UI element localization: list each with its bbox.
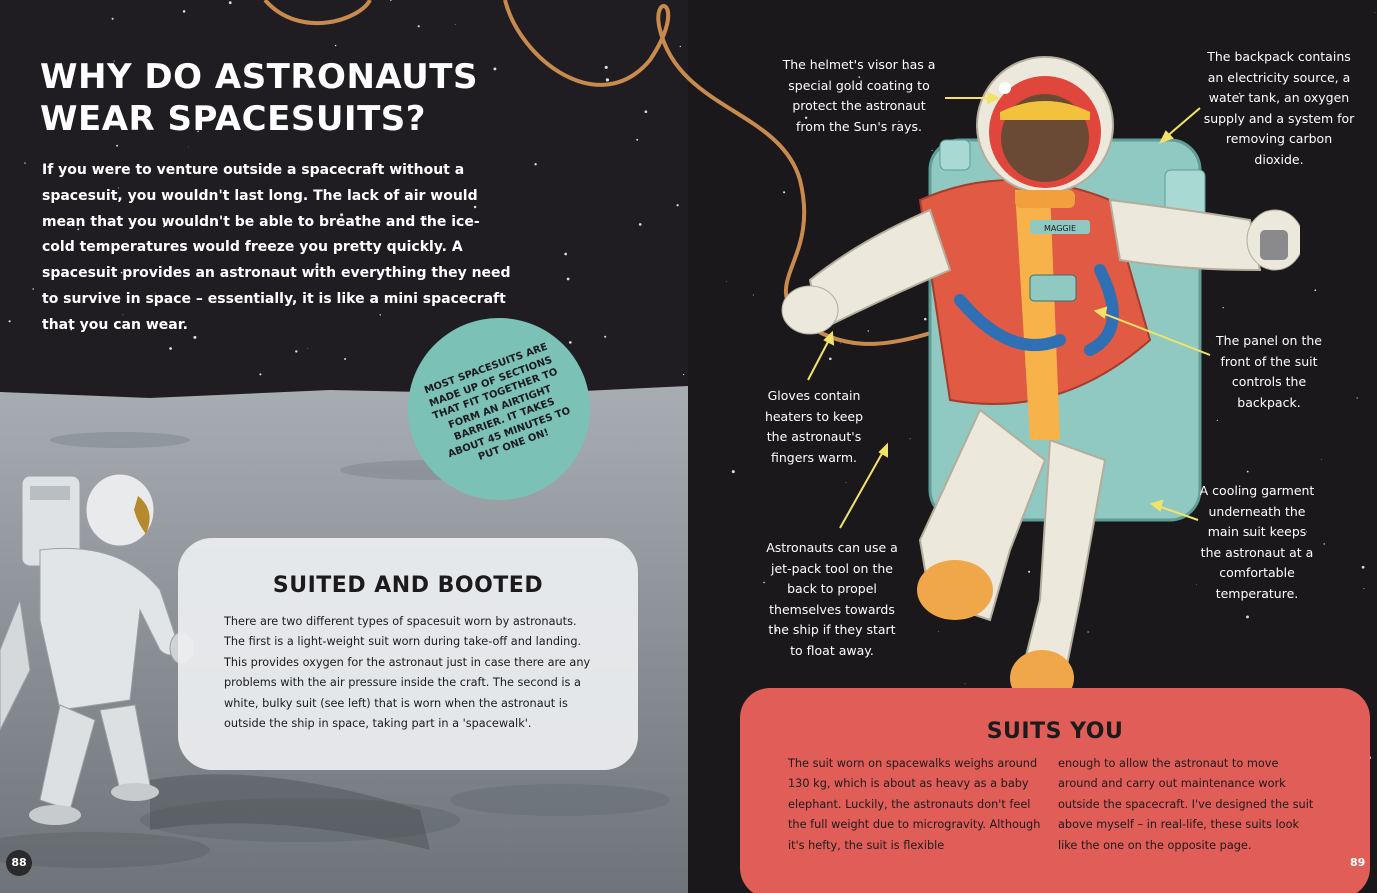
suits-you-column-1: The suit worn on spacewalks weighs around 130 kg, which is about as heavy as a baby elephant. Luckily, the astronauts don't feel the full weight due to microgravity. Although it's hefty, the suit is flexible: [788, 757, 1041, 852]
jet-pack-annotation: Astronauts can use a jet-pack tool on the back to propel themselves towards the ship if they start to float away.: [766, 540, 898, 658]
backpack-annotation: The backpack contains an electricity source, a water tank, an oxygen supply and a system for removing carbon dioxide.: [1203, 49, 1355, 167]
suits-you-heading: SUITS YOU: [986, 719, 1124, 744]
cooling-garment-annotation: A cooling garment underneath the main suit keeps the astronaut at a comfortable temperature.: [1199, 483, 1315, 601]
page-number-left: 88: [6, 850, 32, 876]
name-badge-text: MAGGIE: [1043, 224, 1077, 233]
intro-paragraph: If you were to venture outside a spacecraft without a spacesuit, you wouldn't last long. The lack of air would mean that you wouldn't be able to breathe and the ice-cold temperatures would freeze you pretty quickly. A spacesuit provides an astronaut with everything they need to survive in space – essentially, it is like a mini spacecraft that you can wear.: [42, 162, 511, 333]
title-line-2: WEAR SPACESUITS?: [40, 99, 426, 139]
suited-and-booted-body: There are two different types of spacesuit worn by astronauts. The first is a light-weight suit worn during take-off and landing. This provides oxygen for the astronaut just in case there are any problems with the air pressure inside the craft. The second is a white, bulky suit (see left) that is worn when the astronaut is outside the ship in space, taking part in a 'spacewalk'.: [224, 615, 591, 731]
gloves-annotation: Gloves contain heaters to keep the astronaut's fingers warm.: [764, 388, 864, 465]
panel-annotation: The panel on the front of the suit controls the backpack.: [1216, 333, 1322, 410]
suits-you-column-2: enough to allow the astronaut to move around and carry out maintenance work outside the spacecraft. I've designed the suit above myself – in real-life, these suits look like the one on the opposite page.: [1058, 757, 1314, 852]
page-number-right: 89: [1350, 856, 1366, 869]
fact-circle-text: MOST SPACESUITS ARE MADE UP OF SECTIONS THAT FIT TOGETHER TO FORM AN AIRTIGHT BARRIER. IT TAKES ABOUT 45 MINUTES TO PUT ONE ON!: [422, 341, 572, 463]
suited-and-booted-heading: SUITED AND BOOTED: [272, 573, 544, 598]
title-line-1: WHY DO ASTRONAUTS: [40, 57, 478, 97]
helmet-visor-annotation: The helmet's visor has a special gold coating to protect the astronaut from the Sun's rays.: [782, 57, 936, 134]
